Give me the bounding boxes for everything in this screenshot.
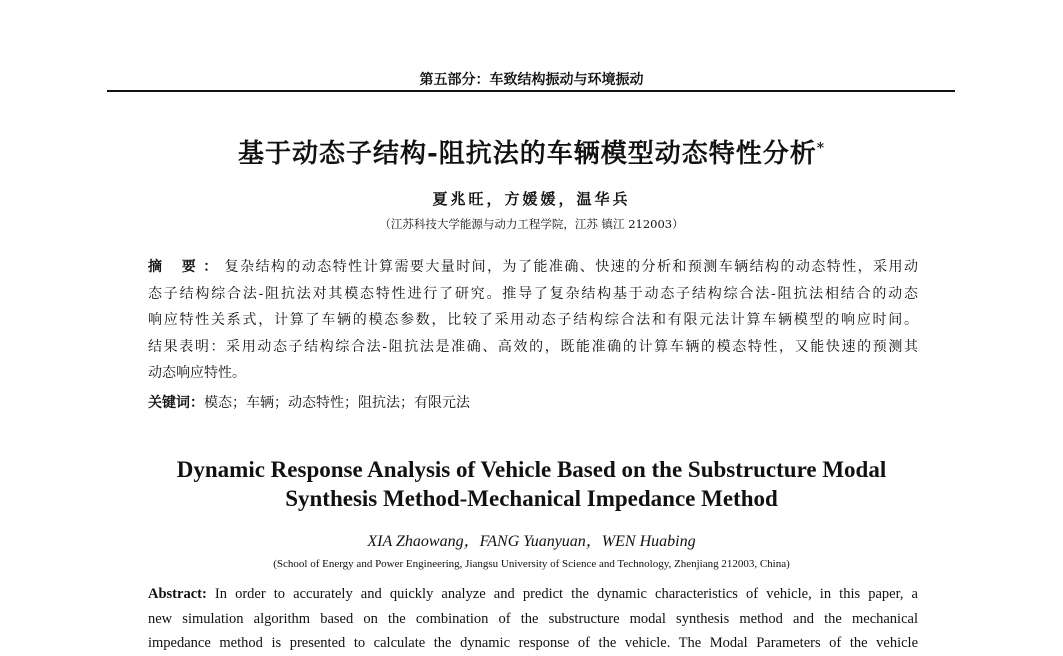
chinese-abstract-line-3: 响应特性关系式，计算了车辆的模态参数，比较了采用动态子结构综合法和有限元法计算车辆模型的响应时间。 bbox=[148, 312, 918, 328]
chinese-title-text: 基于动态子结构-阻抗法的车辆模型动态特性分析 bbox=[237, 139, 817, 169]
chinese-abstract-line-1 bbox=[148, 254, 918, 281]
english-abstract-label: Abstract: bbox=[148, 586, 207, 602]
chinese-affiliation: （江苏科技大学能源与动力工程学院，江苏 镇江 212003） bbox=[379, 217, 684, 231]
chinese-keywords bbox=[148, 392, 918, 412]
english-abstract-line-3: impedance method is presented to calculate the dynamic response of the vehicle. The Modal Parameters of the vehicle bbox=[148, 635, 918, 651]
english-authors: XIA Zhaowang，FANG Yuanyuan，WEN Huabing bbox=[367, 533, 696, 550]
chinese-authors: 夏兆旺，方媛媛，温华兵 bbox=[432, 190, 631, 208]
chinese-keywords-text: 模态；车辆；动态特性；阻抗法；有限元法 bbox=[204, 395, 470, 411]
english-abstract bbox=[148, 582, 918, 656]
english-abstract-line-1 bbox=[148, 582, 918, 607]
english-abstract-text: In order to accurately and quickly analyze and predict the dynamic characteristics of vehicle, in this paper, a bbox=[206, 586, 918, 602]
title-footnote-mark: * bbox=[816, 140, 826, 157]
chinese-abstract-line-4: 结果表明：采用动态子结构综合法-阻抗法是准确、高效的，既能准确的计算车辆的模态特性，又能快速的预测其 bbox=[148, 338, 918, 355]
english-title-line-2: Synthesis Method-Mechanical Impedance Method bbox=[285, 486, 778, 511]
english-affiliation: (School of Energy and Power Engineering, Jiangsu University of Science and Technology, Zhenjiang 212003, China) bbox=[273, 558, 790, 570]
chinese-abstract bbox=[148, 254, 918, 387]
english-title-line-1: Dynamic Response Analysis of Vehicle Based on the Substructure Modal bbox=[176, 457, 887, 482]
english-abstract-line-2: new simulation algorithm based on the combination of the substructure modal synthesis method and the mechanical bbox=[148, 610, 918, 627]
header-rule bbox=[107, 90, 955, 92]
chinese-title bbox=[0, 133, 1063, 170]
section-header: 第五部分：车致结构振动与环境振动 bbox=[419, 72, 644, 88]
chinese-abstract-text: 复杂结构的动态特性计算需要大量时间，为了能准确、快速的分析和预测车辆结构的动态特性，采用动 bbox=[224, 259, 919, 275]
chinese-keywords-label: 关键词： bbox=[148, 395, 204, 411]
english-title bbox=[0, 455, 1063, 513]
chinese-abstract-line-2: 态子结构综合法-阻抗法对其模态特性进行了研究。推导了复杂结构基于动态子结构综合法-阻抗法相结合的动态 bbox=[148, 285, 918, 302]
chinese-abstract-line-5: 动态响应特性。 bbox=[148, 365, 246, 381]
chinese-abstract-label: 摘 要： bbox=[148, 259, 225, 275]
